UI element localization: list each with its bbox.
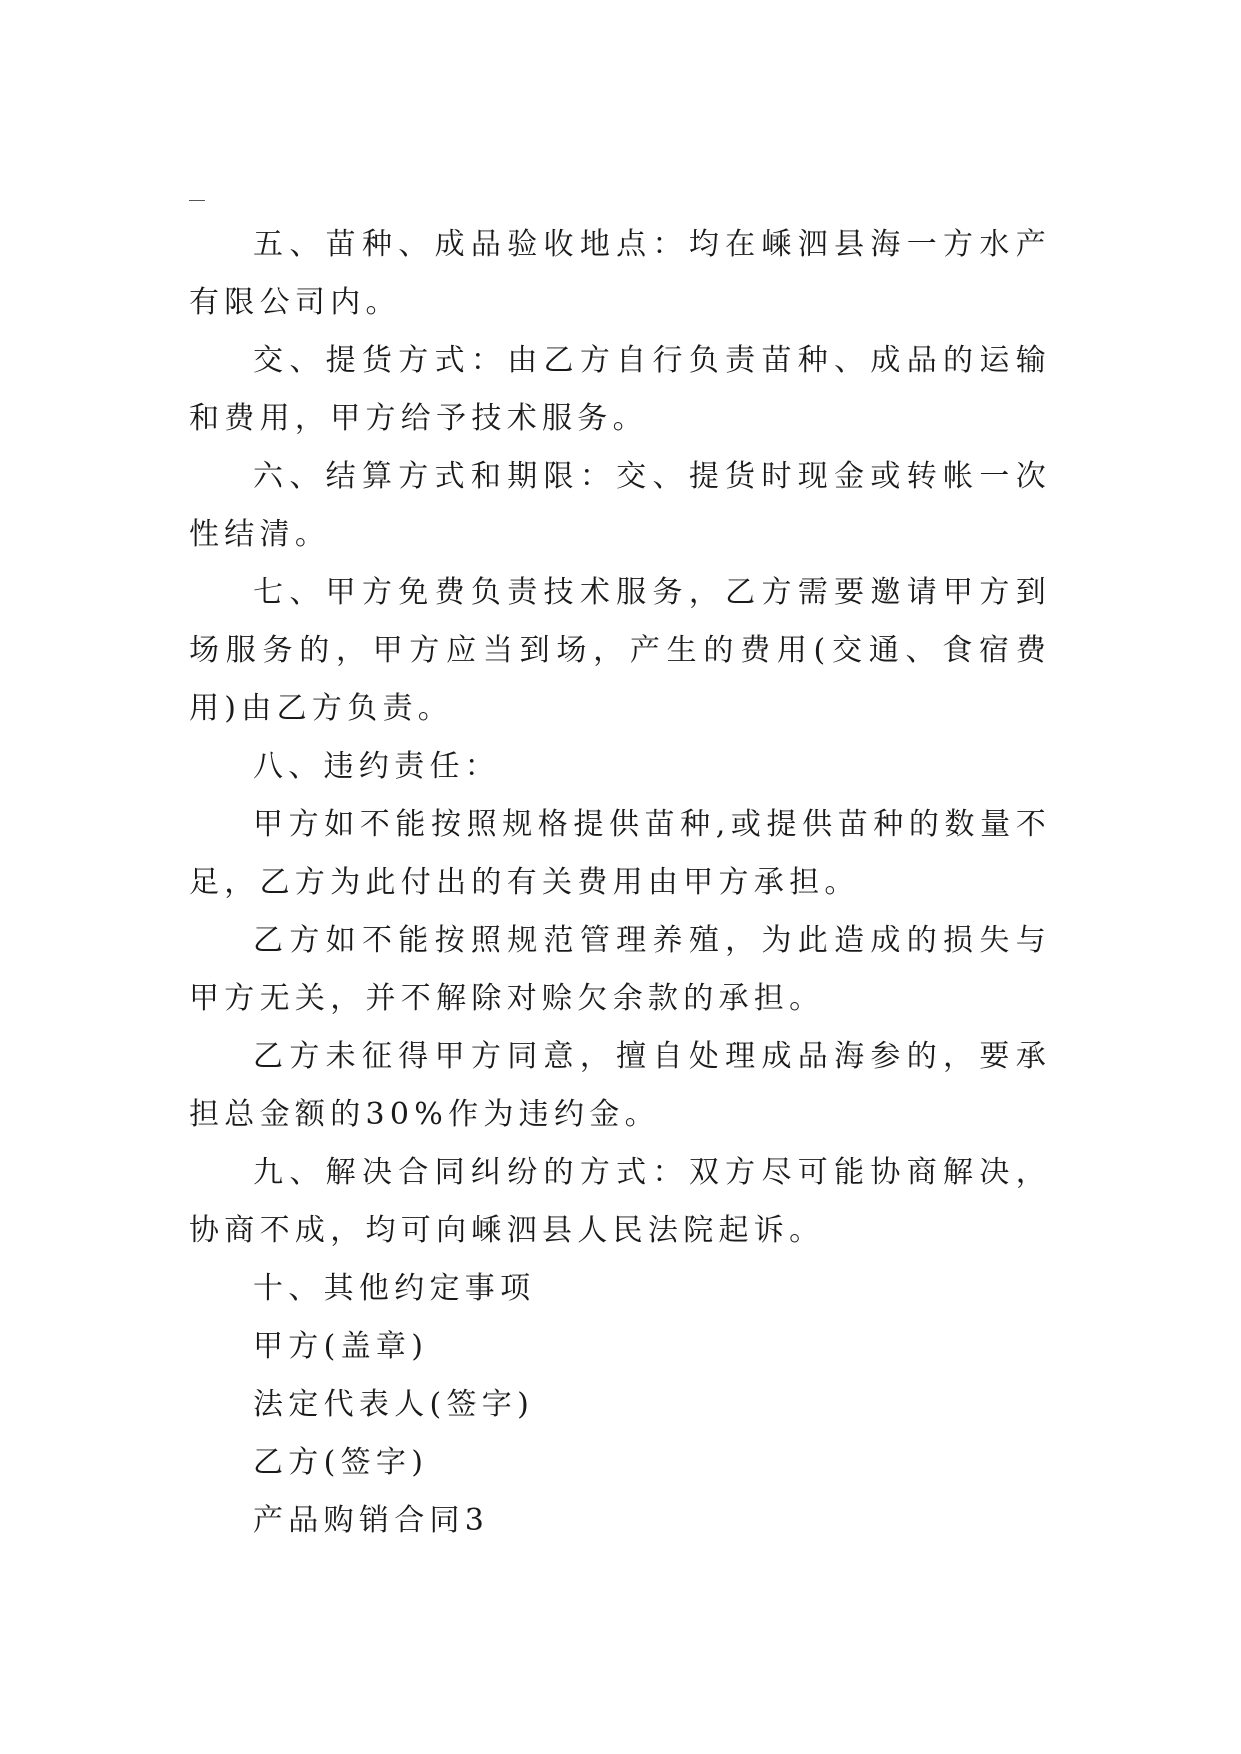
clause-breach-party-a: 甲方如不能按照规格提供苗种,或提供苗种的数量不足，乙方为此付出的有关费用由甲方承担。 xyxy=(189,807,1051,900)
party-b-signature: 乙方(签字) xyxy=(253,1445,429,1480)
clause-acceptance-location: 五、苗种、成品验收地点：均在嵊泗县海一方水产有限公司内。 xyxy=(189,227,1051,320)
clause-delivery-method: 交、提货方式：由乙方自行负责苗种、成品的运输和费用，甲方给予技术服务。 xyxy=(189,343,1051,436)
clause-other-matters: 十、其他约定事项 xyxy=(253,1271,536,1306)
clause-technical-service: 七、甲方免费负责技术服务，乙方需要邀请甲方到场服务的，甲方应当到场，产生的费用(交通、食宿费用)由乙方负责。 xyxy=(189,575,1051,726)
clause-breach-party-b-disposal: 乙方未征得甲方同意，擅自处理成品海参的，要承担总金额的30%作为违约金。 xyxy=(189,1039,1051,1132)
clause-dispute-resolution: 九、解决合同纠纷的方式：双方尽可能协商解决，协商不成，均可向嵊泗县人民法院起诉。 xyxy=(189,1155,1051,1248)
header-dash xyxy=(189,200,205,201)
clause-settlement: 六、结算方式和期限：交、提货时现金或转帐一次性结清。 xyxy=(189,459,1051,552)
clause-breach-heading: 八、违约责任： xyxy=(253,749,501,784)
legal-representative-signature: 法定代表人(签字) xyxy=(253,1387,535,1422)
party-a-seal: 甲方(盖章) xyxy=(253,1329,429,1364)
next-contract-title: 产品购销合同3 xyxy=(253,1503,490,1538)
contract-body xyxy=(189,216,1051,1550)
clause-breach-party-b-management: 乙方如不能按照规范管理养殖，为此造成的损失与甲方无关，并不解除对赊欠余款的承担。 xyxy=(189,923,1051,1016)
